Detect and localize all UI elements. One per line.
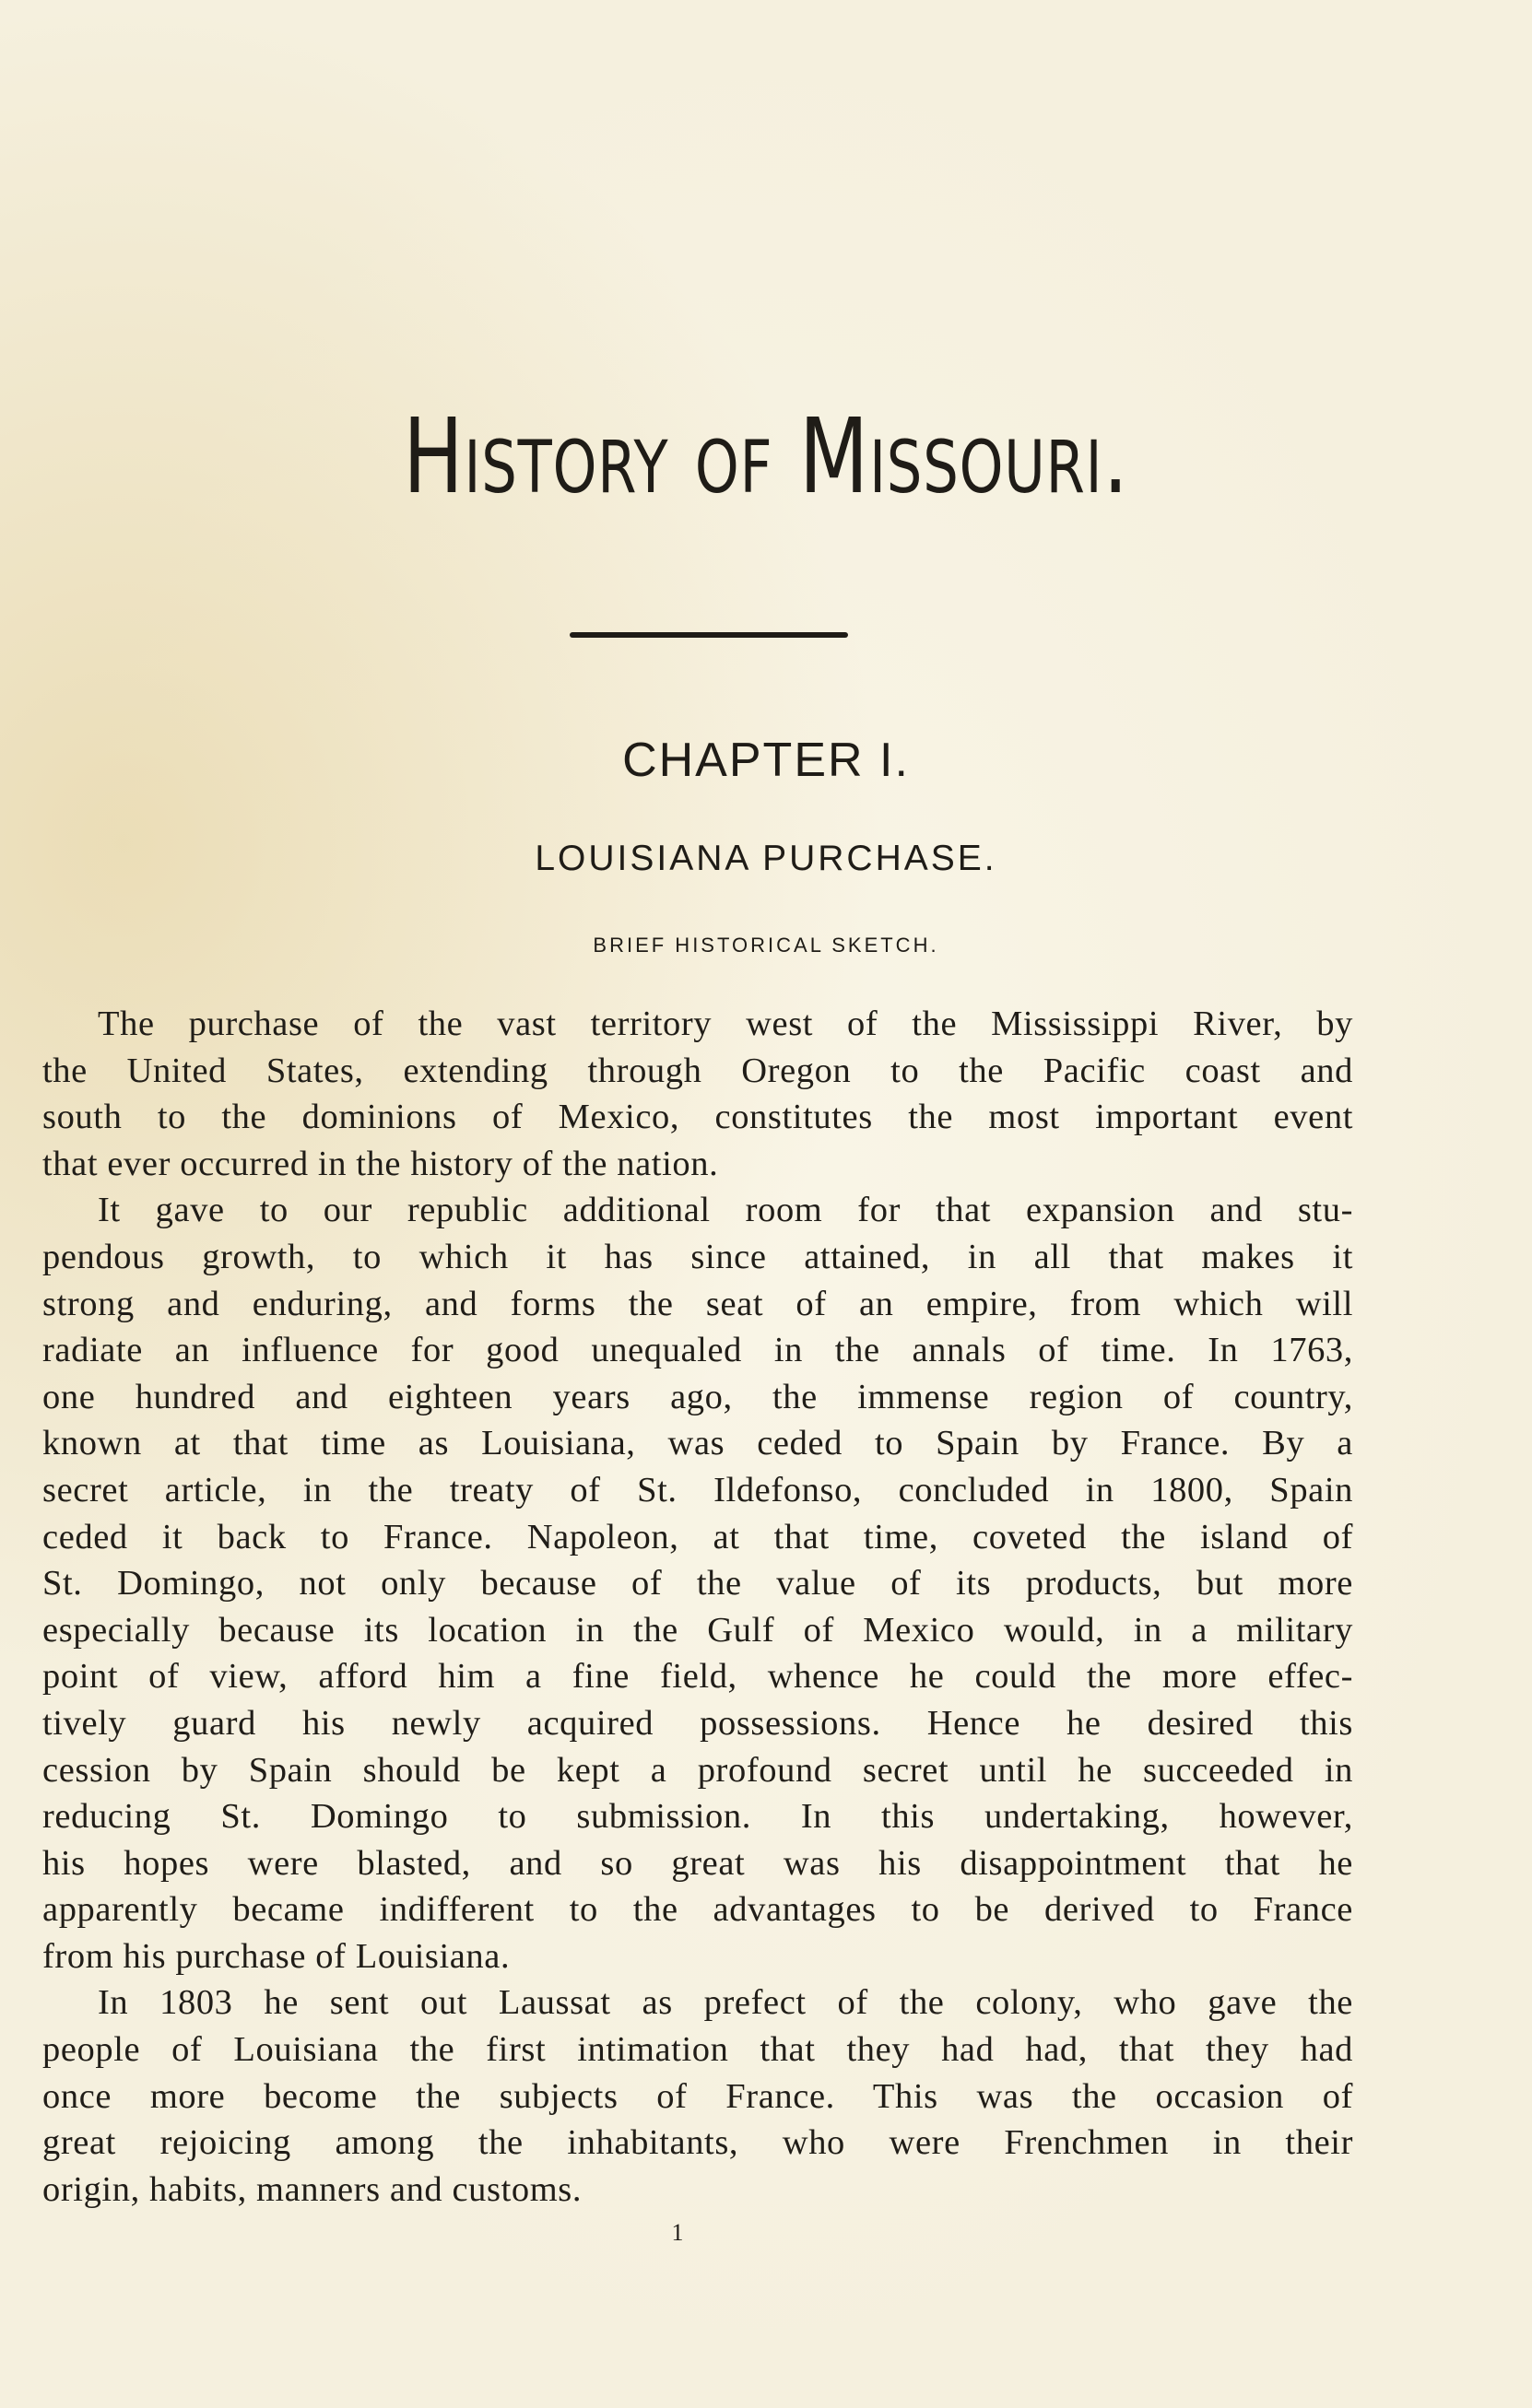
book-title: History of Missouri. xyxy=(403,397,1129,517)
text-line: reducing St. Domingo to submission. In this undertaking, however, xyxy=(42,1797,1353,1837)
text-line: point of view, afford him a fine field, whence he could the more effec- xyxy=(42,1657,1353,1697)
text-line: the United States, extending through Oregon to the Pacific coast and xyxy=(42,1051,1353,1090)
text-line: cession by Spain should be kept a profound secret until he succeeded in xyxy=(42,1750,1353,1790)
text-line: The purchase of the vast territory west of the Mississippi River, by xyxy=(98,1004,1353,1043)
text-line: especially because its location in the Gulf of Mexico would, in a military xyxy=(42,1610,1353,1650)
text-line: St. Domingo, not only because of the value of its products, but more xyxy=(42,1564,1353,1603)
text-line: south to the dominions of Mexico, constitutes the most important event xyxy=(42,1098,1353,1137)
text-line: his hopes were blasted, and so great was his disappointment that he xyxy=(42,1843,1353,1883)
text-line: from his purchase of Louisiana. xyxy=(42,1936,511,1976)
text-line: people of Louisiana the first intimation that they had had, that they had xyxy=(42,2030,1353,2070)
text-line: once more become the subjects of France. This was the occasion of xyxy=(42,2076,1353,2116)
text-line: radiate an influence for good unequaled in the annals of time. In 1763, xyxy=(42,1331,1353,1370)
text-line: origin, habits, manners and customs. xyxy=(42,2169,583,2209)
text-line: secret article, in the treaty of St. Ildefonso, concluded in 1800, Spain xyxy=(42,1470,1353,1509)
title-divider xyxy=(570,632,848,638)
text-line: In 1803 he sent out Laussat as prefect of the colony, who gave the xyxy=(98,1983,1353,2023)
text-line: ceded it back to France. Napoleon, at that time, coveted the island of xyxy=(42,1517,1353,1556)
chapter-heading: CHAPTER I. xyxy=(622,734,910,787)
text-line: that ever occurred in the history of the nation. xyxy=(42,1144,719,1183)
text-line: strong and enduring, and forms the seat of an empire, from which will xyxy=(42,1284,1353,1323)
chapter-subheading: BRIEF HISTORICAL SKETCH. xyxy=(593,934,939,957)
body-text xyxy=(42,1001,1353,2213)
text-line: apparently became indifferent to the advantages to be derived to France xyxy=(42,1890,1353,1930)
text-line: known at that time as Louisiana, was ceded to Spain by France. By a xyxy=(42,1424,1353,1463)
page-number: 1 xyxy=(671,2219,684,2246)
text-line: great rejoicing among the inhabitants, who were Frenchmen in their xyxy=(42,2123,1353,2163)
text-line: It gave to our republic additional room for that expansion and stu- xyxy=(98,1191,1353,1230)
chapter-title: LOUISIANA PURCHASE. xyxy=(535,839,997,878)
text-line: tively guard his newly acquired possessions. Hence he desired this xyxy=(42,1703,1353,1743)
text-line: one hundred and eighteen years ago, the immense region of country, xyxy=(42,1377,1353,1416)
text-line: pendous growth, to which it has since attained, in all that makes it xyxy=(42,1237,1353,1276)
